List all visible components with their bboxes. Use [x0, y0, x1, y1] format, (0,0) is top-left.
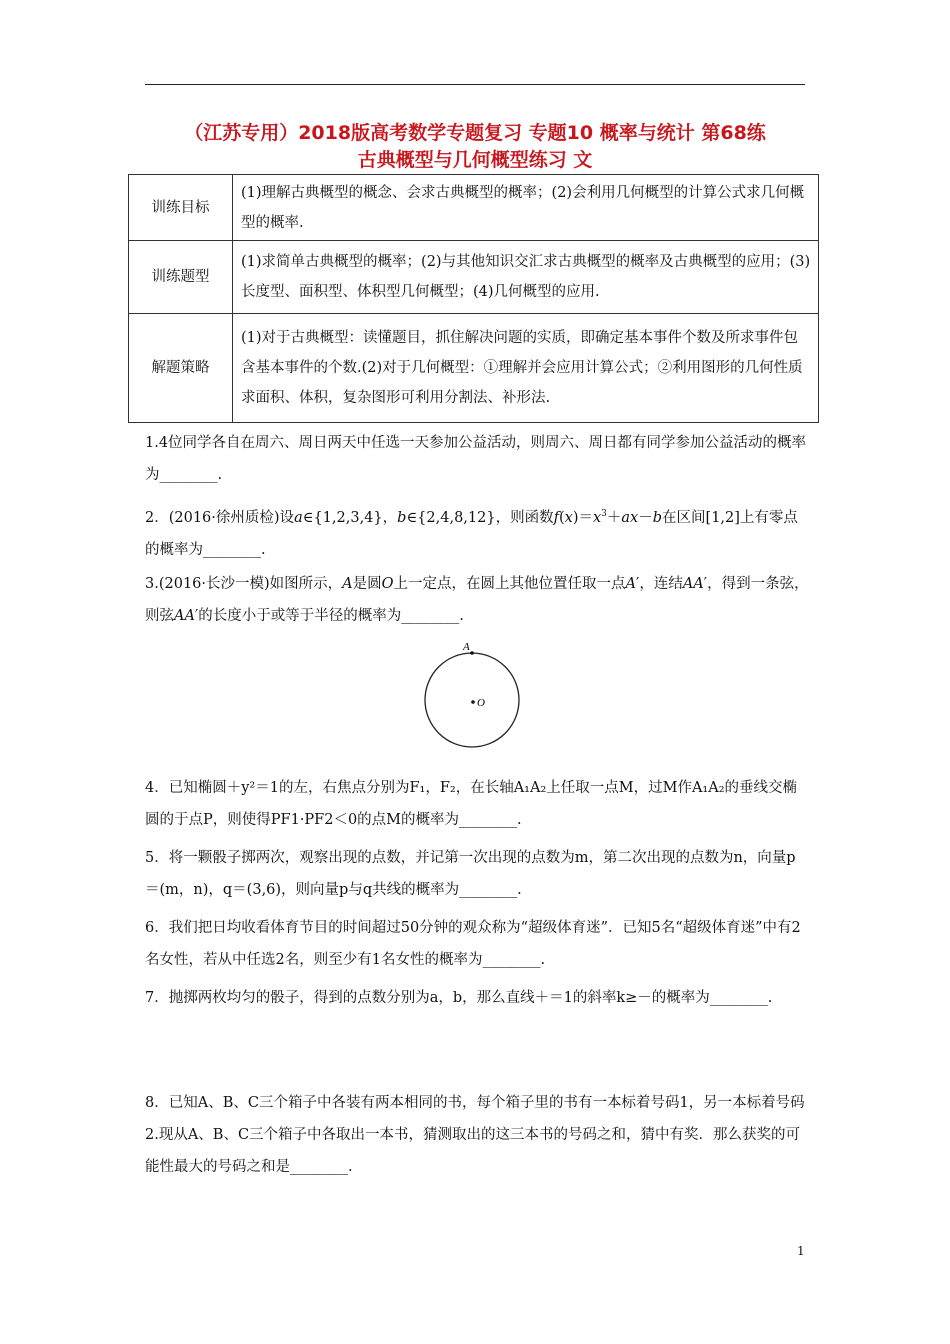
question-2 — [145, 498, 809, 566]
q2-var: x — [592, 509, 602, 526]
row-label: 训练目标 — [129, 175, 233, 241]
q3-var: A — [625, 576, 637, 592]
training-info-table — [128, 174, 819, 423]
q3-text: 上一定点，在圆上其他位置任取一点 — [393, 576, 626, 592]
center-o — [471, 700, 475, 704]
q3-text: ′，连结 — [636, 576, 683, 592]
question-8: 8．已知A、B、C三个箱子中各装有两本相同的书，每个箱子里的书有一本标着号码1，另一本标着号码2.现从A、B、C三个箱子中各取出一本书，猜测取出的这三本书的号码之和，猜中有奖．那么获奖的可能性最大的号码之和是________. — [145, 1095, 805, 1175]
title-line-2: 古典概型与几何概型练习 文 — [357, 149, 593, 171]
row-content: (1)求简单古典概型的概率；(2)与其他知识交汇求古典概型的概率及古典概型的应用；(3)长度型、面积型、体积型几何概型；(4)几何概型的应用. — [233, 241, 819, 314]
row-label: 解题策略 — [129, 314, 233, 423]
question-1: 1.4位同学各自在周六、周日两天中任选一天参加公益活动，则周六、周日都有同学参加公益活动的概率为________. — [145, 435, 807, 483]
question-7: 7．抛掷两枚均匀的骰子，得到的点数分别为a，b，那么直线＋＝1的斜率k≥－的概率为________. — [145, 990, 773, 1006]
circle-figure — [415, 640, 530, 750]
q2-var: ax — [621, 509, 639, 526]
question-5: 5．将一颗骰子掷两次，观察出现的点数，并记第一次出现的点数为m，第二次出现的点数为n，向量p＝(m，n)，q＝(3,6)，则向量p与q共线的概率为________. — [145, 850, 796, 898]
title-line-1: （江苏专用）2018版高考数学专题复习 专题10 概率与统计 第68练 — [184, 122, 766, 144]
q3-text: ′的长度小于或等于半径的概率为________. — [194, 608, 464, 624]
page-number: 1 — [797, 1244, 805, 1258]
q2-var: a — [294, 509, 303, 526]
table-row — [129, 175, 819, 241]
point-a — [470, 651, 474, 655]
page-title — [130, 120, 820, 174]
q2-text: 2．(2016·徐州质检)设 — [145, 509, 295, 526]
row-content: (1)对于古典概型：读懂题目，抓住解决问题的实质，即确定基本事件个数及所求事件包含基本事件的个数.(2)对于几何概型：①理解并会应用计算公式；②利用图形的几何性质求面积、体积，复杂图形可利用分割法、补形法. — [233, 314, 819, 423]
table-row — [129, 314, 819, 423]
table-row — [129, 241, 819, 314]
label-o: O — [477, 697, 485, 709]
question-4: 4．已知椭圆＋y²＝1的左，右焦点分别为F₁，F₂，在长轴A₁A₂上任取一点M，过M作A₁A₂的垂线交椭圆的于点P，则使得PF1·PF2＜0的点M的概率为________. — [145, 780, 798, 828]
question-3 — [145, 568, 809, 632]
q3-text: 是圆 — [352, 576, 382, 592]
row-content: (1)理解古典概型的概念、会求古典概型的概率；(2)会利用几何概型的计算公式求几何概型的概率. — [233, 175, 819, 241]
row-label: 训练题型 — [129, 241, 233, 314]
q2-text: ( — [558, 509, 565, 526]
header-rule — [145, 84, 805, 85]
q3-var: O — [381, 576, 394, 592]
q2-text: ∈{2,4,8,12}，则函数 — [406, 509, 554, 526]
q2-text: ＋ — [606, 509, 622, 526]
q3-var: AA — [174, 608, 195, 624]
circle-outline — [425, 653, 519, 747]
q3-text: ′，得到一条弦，则弦 — [145, 576, 809, 624]
q2-var: x — [564, 509, 573, 526]
q2-var: b — [652, 509, 663, 526]
q2-var: f — [553, 509, 559, 526]
question-6: 6．我们把日均收看体育节目的时间超过50分钟的观众称为“超级体育迷”．已知5名“超级体育迷”中有2名女性，若从中任选2名，则至少有1名女性的概率为________. — [145, 920, 801, 968]
label-a: A — [463, 641, 470, 653]
q3-var: A — [342, 576, 353, 592]
q2-text: )＝ — [572, 509, 593, 526]
q2-text: － — [638, 509, 653, 526]
q2-var: b — [397, 509, 407, 526]
q3-var: AA — [682, 576, 704, 592]
q2-text: 在区间[1,2]上有零点的概率为________. — [145, 509, 798, 558]
q2-text: ∈{1,2,3,4}， — [302, 509, 398, 526]
q2-exponent: 3 — [601, 509, 607, 519]
q3-text: 3.(2016·长沙一模)如图所示， — [145, 576, 343, 592]
